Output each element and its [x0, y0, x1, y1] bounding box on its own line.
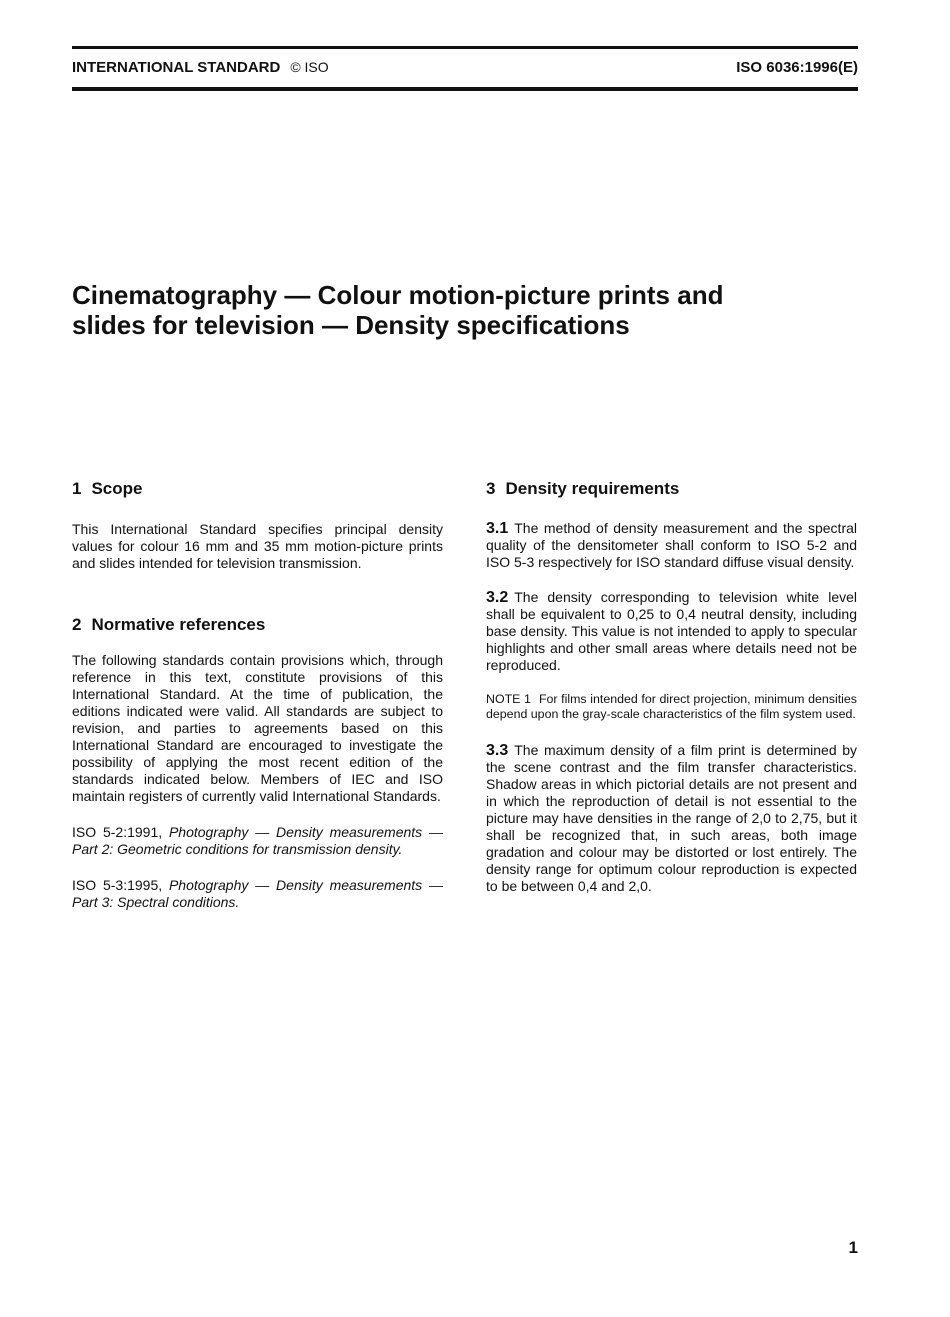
document-kind: INTERNATIONAL STANDARD [72, 59, 281, 76]
reference-code: ISO 5-2:1991, [72, 824, 163, 840]
note-1 [486, 692, 857, 722]
note-text: For films intended for direct projection, minimum densities depend upon the gray-scale characteristics of the film system used. [486, 692, 857, 721]
reference-iso-5-3 [72, 877, 443, 911]
copyright-notice: © ISO [290, 59, 329, 75]
title-line-2: slides for television — Density specifications [72, 310, 630, 340]
clause-3-3 [486, 742, 857, 895]
title-line-1: Cinematography — Colour motion-picture prints and [72, 280, 724, 310]
right-column [486, 478, 857, 895]
clause-3-1 [486, 520, 857, 571]
clause-3-2 [486, 589, 857, 674]
section-title: Scope [91, 479, 143, 498]
reference-title: Photography — Density measurements — Part 3: Spectral conditions. [72, 877, 443, 910]
section-number: 2 [72, 615, 82, 634]
section-density-requirements [486, 478, 857, 895]
reference-title: Photography — Density measurements — Part 2: Geometric conditions for transmission density. [72, 824, 443, 857]
section-density-heading [486, 478, 857, 500]
section-number: 1 [72, 479, 82, 498]
clause-text: The density corresponding to television white level shall be equivalent to 0,25 to 0,4 neutral density, including base density. This value is not intended to apply to specular highlights and other small areas where details need not be reproduced. [486, 589, 857, 673]
scope-paragraph: This International Standard specifies principal density values for colour 16 mm and 35 mm motion-picture prints and slides intended for television transmission. [72, 521, 443, 571]
header-top-rule [72, 46, 858, 49]
section-title: Normative references [91, 615, 266, 634]
page-number: 1 [848, 1238, 858, 1257]
reference-code: ISO 5-3:1995, [72, 877, 163, 893]
header-bottom-rule [72, 87, 858, 91]
section-normative-heading [72, 614, 443, 636]
section-scope [72, 478, 443, 572]
section-number: 3 [486, 479, 496, 498]
clause-number: 3.2 [486, 589, 509, 606]
left-column [72, 478, 443, 911]
normative-paragraph: The following standards contain provisions which, through reference in this text, constitute provisions of this International Standard. At the time of publication, the editions indicated were valid. All standards are subject to revision, and parties to agreements based on this International Standard are encouraged to investigate the possibility of applying the most recent edition of the standards indicated below. Members of IEC and ISO maintain registers of currently valid International Standards. [72, 652, 443, 804]
document-title [72, 280, 852, 340]
clause-number: 3.3 [486, 742, 509, 759]
clause-text: The maximum density of a film print is determined by the scene contrast and the film transfer characteristics. Shadow areas in which pictorial details are not present and in which the reproduction of detail is not essential to the picture may have densities in the range of 2,0 to 2,75, but it shall be recognized that, in such areas, both image gradation and colour may be distorted or lost entirely. The density range for optimum colour reproduction is expected to be between 0,4 and 2,0. [486, 742, 857, 894]
page-header [72, 59, 858, 81]
clause-number: 3.1 [486, 520, 509, 537]
note-label: NOTE 1 [486, 692, 531, 706]
reference-iso-5-2 [72, 824, 443, 858]
section-normative-references [72, 614, 443, 911]
clause-text: The method of density measurement and the spectral quality of the densitometer shall conform to ISO 5-2 and ISO 5-3 respectively for ISO standard diffuse visual density. [486, 520, 857, 570]
section-scope-heading [72, 478, 443, 500]
header-left [72, 59, 329, 76]
section-title: Density requirements [505, 479, 680, 498]
document-number: ISO 6036:1996(E) [736, 59, 858, 76]
